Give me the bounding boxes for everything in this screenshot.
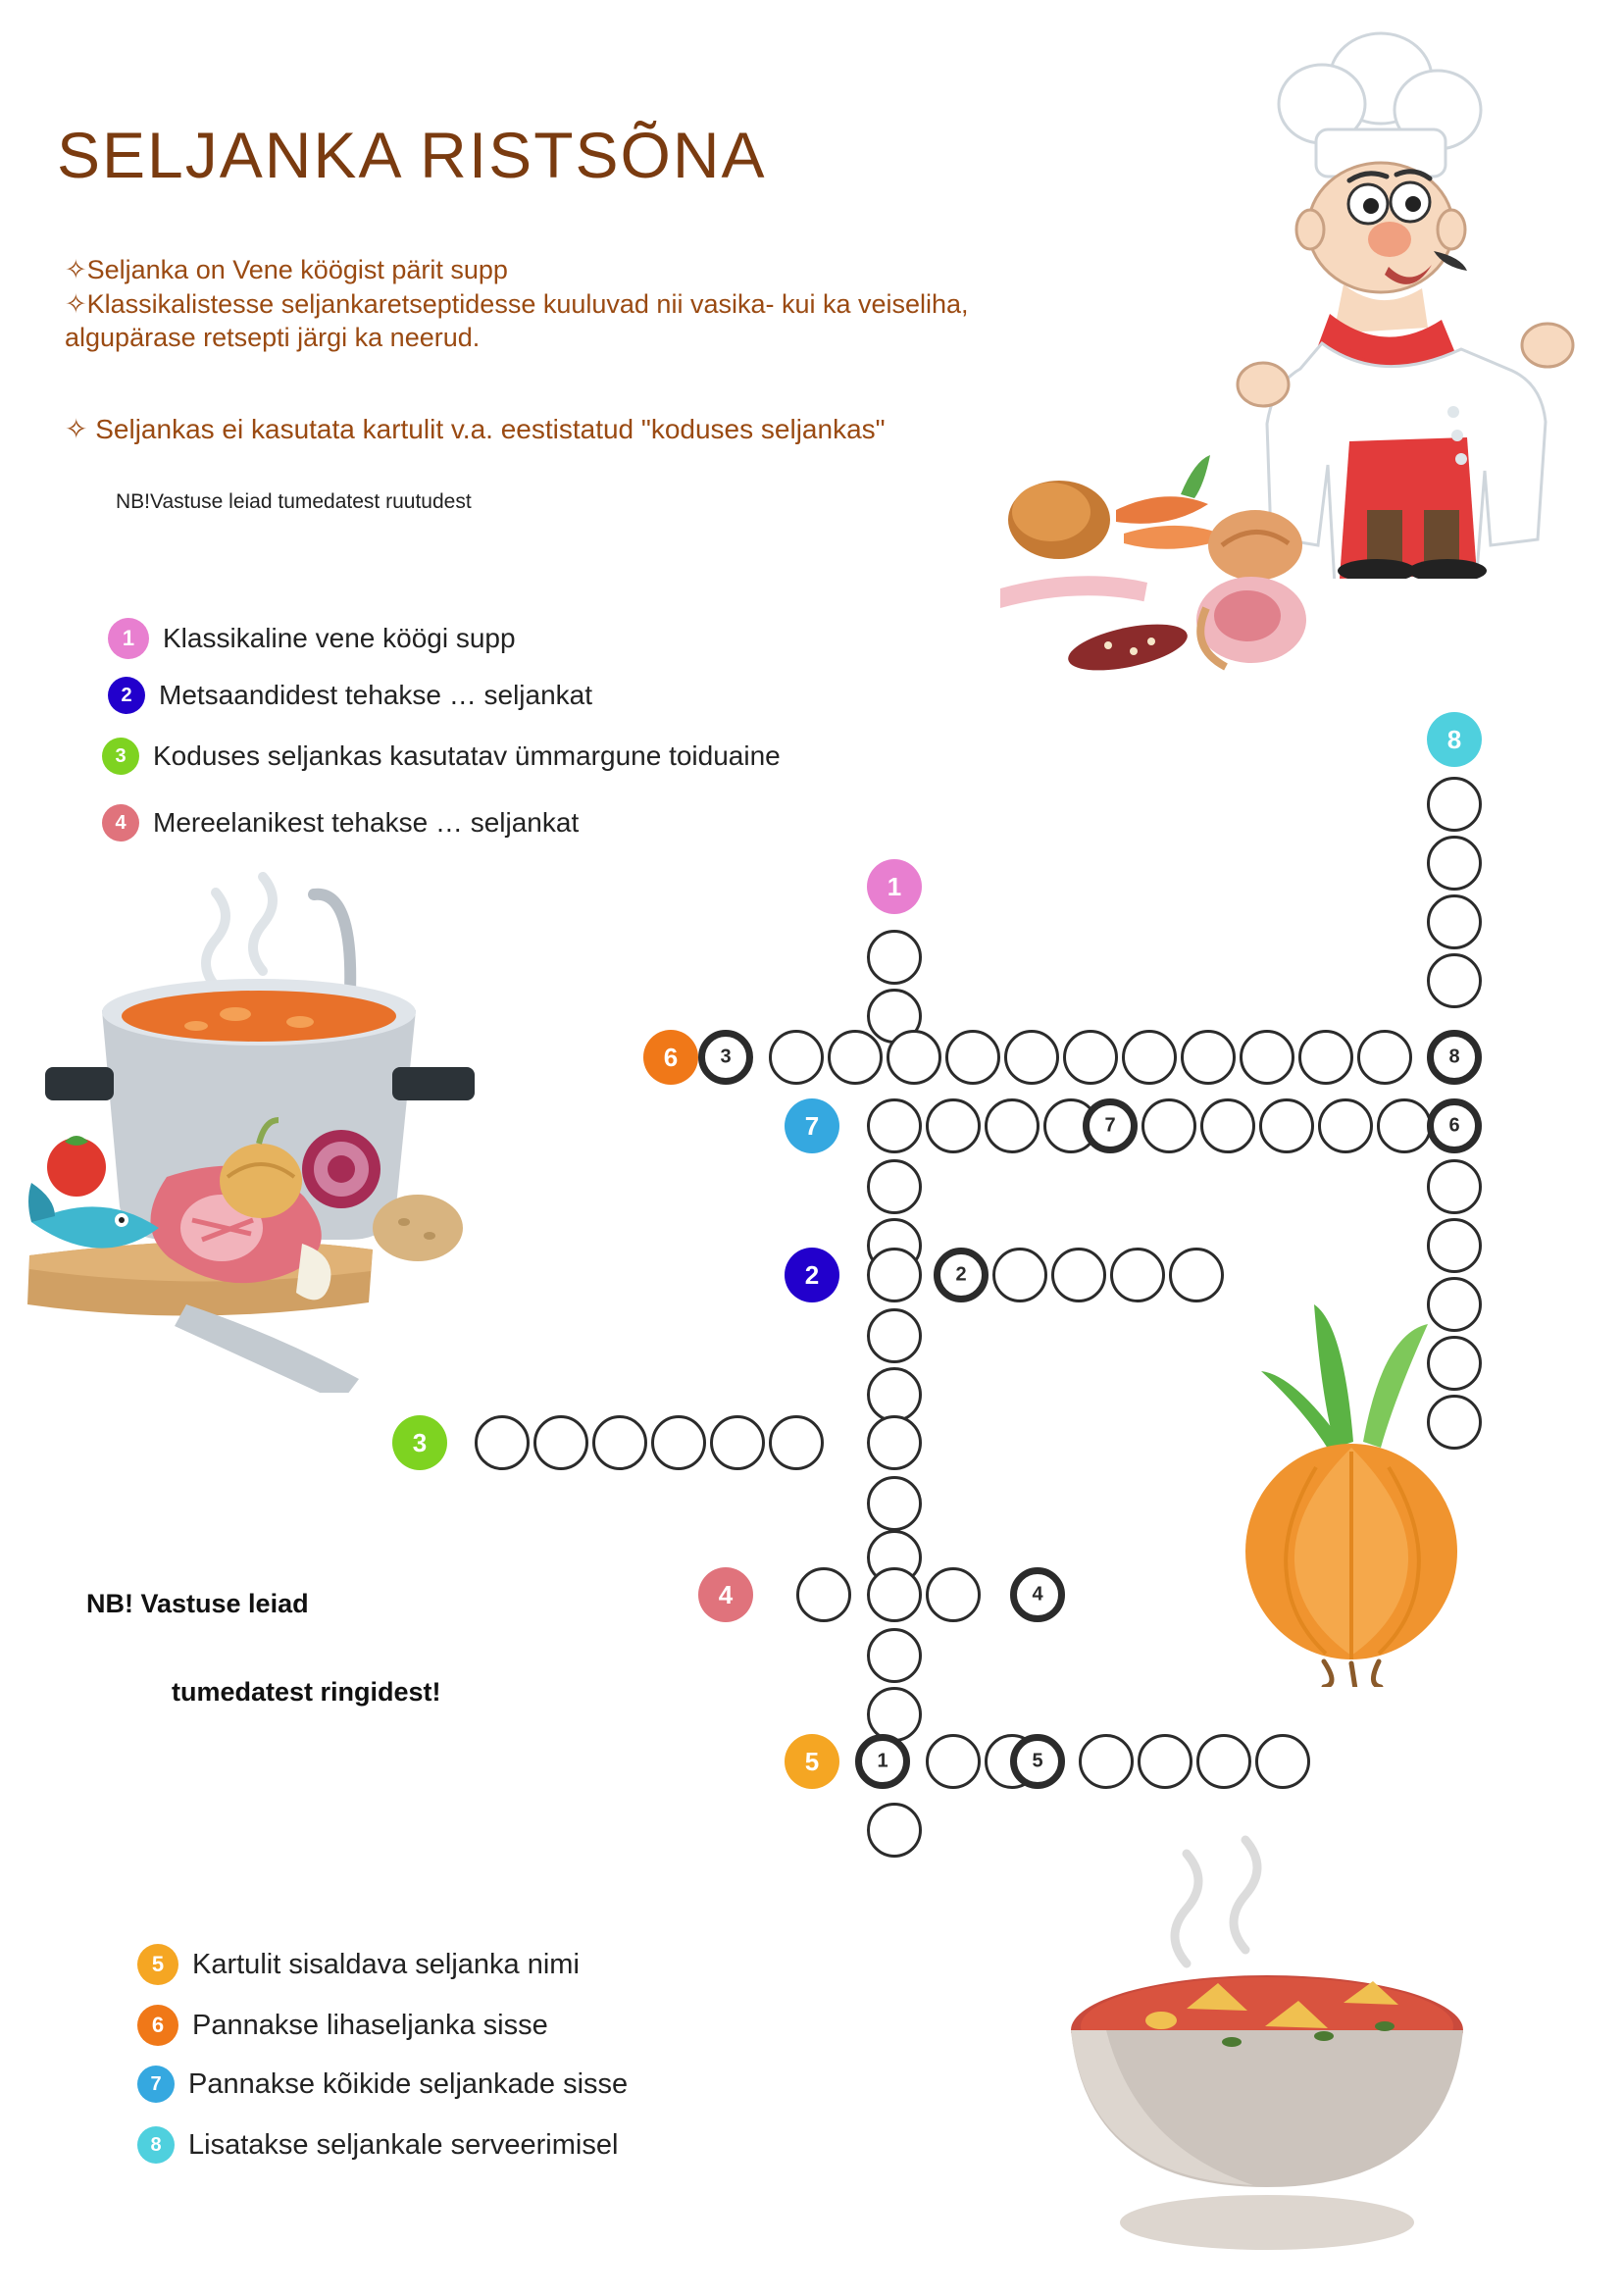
crossword-cell[interactable]: [985, 1098, 1040, 1153]
crossword-cell[interactable]: [1063, 1030, 1118, 1085]
clue-badge-7: 7: [137, 2066, 175, 2103]
crossword-cell[interactable]: [867, 1248, 922, 1302]
crossword-cell[interactable]: [1427, 777, 1482, 832]
soup-pot-and-cutting-board-illustration: [20, 843, 530, 1393]
crossword-start-marker-6: 6: [643, 1030, 698, 1085]
crossword-answer-index: 4: [1032, 1583, 1043, 1606]
crossword-cell[interactable]: [867, 1367, 922, 1422]
crossword-cell[interactable]: [1200, 1098, 1255, 1153]
crossword-cell[interactable]: [796, 1567, 851, 1622]
crossword-answer-cell[interactable]: [1010, 1734, 1065, 1789]
crossword-cell[interactable]: [887, 1030, 941, 1085]
crossword-cell[interactable]: [867, 1415, 922, 1470]
clue-text-7: Pannakse kõikide seljankade sisse: [188, 2067, 629, 2100]
crossword-start-marker-1: 1: [867, 859, 922, 914]
note-small: NB!Vastuse leiad tumedatest ruutudest: [116, 490, 472, 513]
crossword-cell[interactable]: [867, 1098, 922, 1153]
clue-badge-3: 3: [102, 738, 139, 775]
clue-text-1: Klassikaline vene köögi supp: [163, 623, 516, 653]
crossword-cell[interactable]: [651, 1415, 706, 1470]
clue-badge-1: 1: [108, 618, 149, 659]
crossword-answer-index: 6: [1448, 1114, 1460, 1137]
crossword-start-marker-3: 3: [392, 1415, 447, 1470]
crossword-cell[interactable]: [1004, 1030, 1059, 1085]
crossword-start-marker-4: 4: [698, 1567, 753, 1622]
intro-line-2: ✧Klassikalistesse seljankaretseptidesse kuuluvad nii vasika- kui ka veiseliha, algupärase retsepti järgi ka neerud.: [65, 288, 969, 353]
intro-paragraph-2: ✧ Seljankas ei kasutata kartulit v.a. eestistatud "koduses seljankas": [65, 414, 886, 444]
intro-line-1: ✧Seljanka on Vene köögist pärit supp: [65, 255, 508, 284]
crossword-cell[interactable]: [1122, 1030, 1177, 1085]
crossword-cell[interactable]: [867, 1628, 922, 1683]
crossword-cell[interactable]: [867, 1308, 922, 1363]
crossword-cell[interactable]: [1357, 1030, 1412, 1085]
crossword-cell[interactable]: [1377, 1098, 1432, 1153]
crossword-answer-index: 8: [1448, 1046, 1460, 1068]
crossword-cell[interactable]: [1427, 1159, 1482, 1214]
crossword-cell[interactable]: [1318, 1098, 1373, 1153]
crossword-answer-index: 3: [720, 1046, 732, 1068]
crossword-answer-cell[interactable]: [1083, 1098, 1138, 1153]
crossword-answer-cell[interactable]: [698, 1030, 753, 1085]
nb-line-1: NB! Vastuse leiad: [86, 1589, 309, 1618]
crossword-cell[interactable]: [867, 1803, 922, 1858]
crossword-cell[interactable]: [1255, 1734, 1310, 1789]
crossword-cell[interactable]: [1110, 1248, 1165, 1302]
crossword-answer-index: 2: [955, 1263, 967, 1286]
crossword-cell[interactable]: [1079, 1734, 1134, 1789]
crossword-cell[interactable]: [710, 1415, 765, 1470]
crossword-cell[interactable]: [867, 1476, 922, 1531]
crossword-cell[interactable]: [926, 1734, 981, 1789]
crossword-cell[interactable]: [867, 1159, 922, 1214]
clue-badge-2: 2: [108, 677, 145, 714]
clue-text-8: Lisatakse seljankale serveerimisel: [188, 2128, 619, 2161]
crossword-cell[interactable]: [1427, 953, 1482, 1008]
crossword-cell[interactable]: [592, 1415, 647, 1470]
crossword-cell[interactable]: [926, 1567, 981, 1622]
meat-platter-illustration: [941, 451, 1334, 687]
crossword-cell[interactable]: [1427, 894, 1482, 949]
crossword-answer-index: 7: [1104, 1114, 1116, 1137]
crossword-cell[interactable]: [1181, 1030, 1236, 1085]
crossword-cell[interactable]: [867, 1567, 922, 1622]
clue-badge-6: 6: [137, 2005, 178, 2046]
page-title: SELJANKA RISTSÕNA: [57, 119, 767, 191]
crossword-cell[interactable]: [1259, 1098, 1314, 1153]
soup-bowl-illustration: [1040, 1834, 1500, 2275]
crossword-cell[interactable]: [1138, 1734, 1192, 1789]
crossword-cell[interactable]: [1141, 1098, 1196, 1153]
crossword-cell[interactable]: [1298, 1030, 1353, 1085]
crossword-answer-index: 5: [1032, 1750, 1043, 1772]
clue-text-2: Metsaandidest tehakse … seljankat: [159, 680, 593, 710]
crossword-cell[interactable]: [1427, 1218, 1482, 1273]
crossword-start-marker-2: 2: [785, 1248, 839, 1302]
clue-text-4: Mereelanikest tehakse … seljankat: [153, 807, 580, 838]
crossword-answer-cell[interactable]: [1010, 1567, 1065, 1622]
clue-text-6: Pannakse lihaseljanka sisse: [192, 2009, 548, 2041]
crossword-cell[interactable]: [926, 1098, 981, 1153]
crossword-start-marker-5: 5: [785, 1734, 839, 1789]
clue-badge-5: 5: [137, 1944, 178, 1985]
crossword-cell[interactable]: [475, 1415, 530, 1470]
crossword-answer-cell[interactable]: [1427, 1030, 1482, 1085]
clue-badge-8: 8: [137, 2126, 175, 2164]
crossword-cell[interactable]: [828, 1030, 883, 1085]
crossword-cell[interactable]: [945, 1030, 1000, 1085]
crossword-cell[interactable]: [1196, 1734, 1251, 1789]
crossword-answer-cell[interactable]: [855, 1734, 910, 1789]
clue-text-5: Kartulit sisaldava seljanka nimi: [192, 1948, 580, 1980]
crossword-cell[interactable]: [1051, 1248, 1106, 1302]
crossword-cell[interactable]: [867, 930, 922, 985]
crossword-cell[interactable]: [1427, 836, 1482, 891]
crossword-answer-index: 1: [877, 1750, 888, 1772]
crossword-cell[interactable]: [533, 1415, 588, 1470]
nb-line-2: tumedatest ringidest!: [172, 1677, 441, 1707]
crossword-cell[interactable]: [769, 1415, 824, 1470]
crossword-cell[interactable]: [867, 1687, 922, 1742]
crossword-answer-cell[interactable]: [934, 1248, 989, 1302]
crossword-start-marker-8: 8: [1427, 712, 1482, 767]
crossword-cell[interactable]: [769, 1030, 824, 1085]
clue-badge-4: 4: [102, 804, 139, 842]
crossword-answer-cell[interactable]: [1427, 1098, 1482, 1153]
crossword-start-marker-7: 7: [785, 1098, 839, 1153]
onion-illustration: [1206, 1295, 1491, 1687]
clue-text-3: Koduses seljankas kasutatav ümmargune toiduaine: [153, 740, 781, 771]
crossword-cell[interactable]: [1240, 1030, 1294, 1085]
crossword-cell[interactable]: [992, 1248, 1047, 1302]
